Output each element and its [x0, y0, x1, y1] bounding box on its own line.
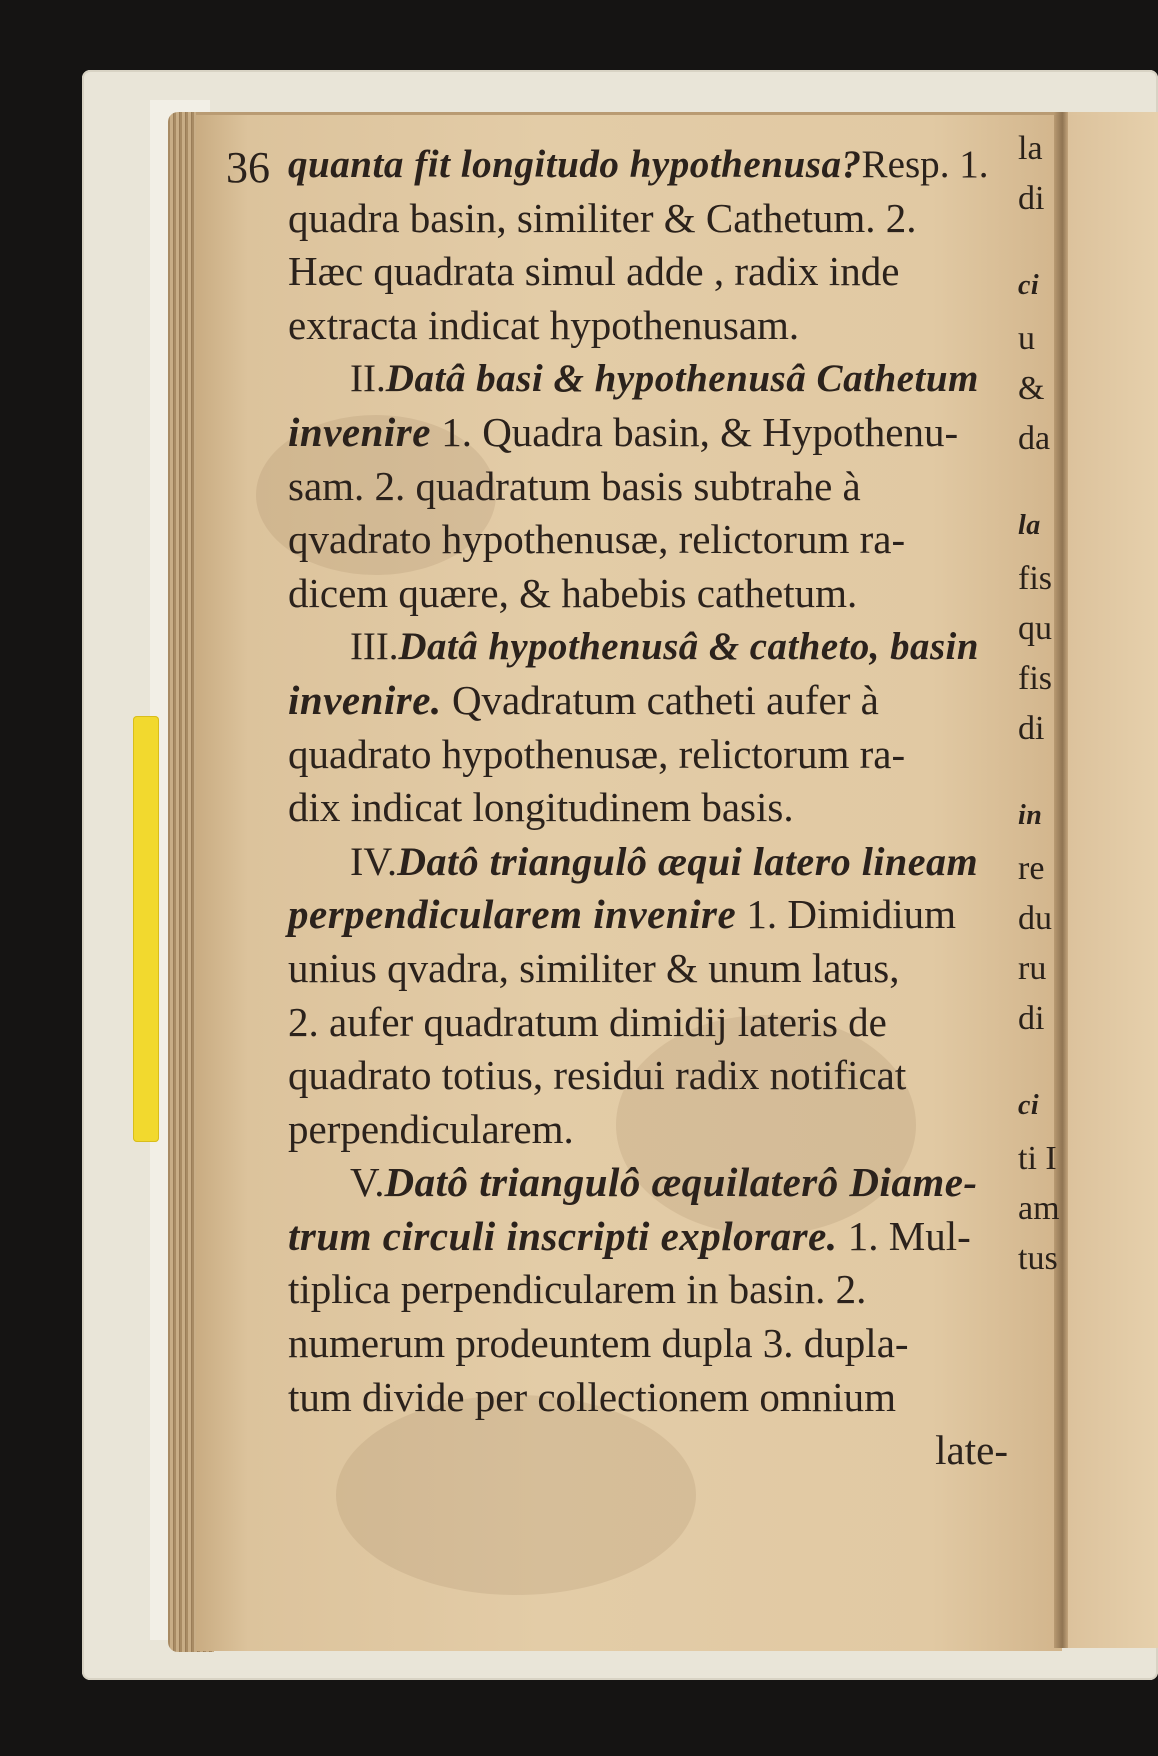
text-line [288, 835, 1008, 889]
text-run: Hæc quadrata simul adde , radix inde [288, 248, 900, 295]
text-line [288, 1049, 1008, 1103]
next-page-fragment: fis [1018, 560, 1052, 597]
text-line [288, 620, 1008, 674]
italic-heading-run: invenire. [288, 676, 442, 723]
text-line [288, 406, 1008, 460]
text-run: 1. Quadra basin, & Hypothenu- [430, 408, 959, 455]
next-page-fragment: la [1018, 510, 1041, 541]
next-page-fragment: & [1018, 370, 1045, 407]
next-page-fragment: ci [1018, 1090, 1040, 1121]
text-line [288, 1317, 1008, 1371]
text-run: unius qvadra, similiter & unum latus, [288, 944, 900, 991]
page-number: 36 [226, 143, 270, 192]
text-run: IV. [350, 838, 398, 884]
book-page-right-fragment [1018, 112, 1158, 1648]
text-line [288, 513, 1008, 567]
text-run: III. [350, 625, 399, 669]
text-run: 1. Mul- [837, 1212, 971, 1259]
text-line [288, 460, 1008, 514]
next-page-fragment: qu [1018, 610, 1052, 647]
italic-heading-run: perpendicularem invenire [288, 891, 737, 938]
text-line [288, 245, 1008, 299]
next-page-fragment: in [1018, 800, 1043, 831]
next-page-fragment: da [1018, 420, 1051, 457]
italic-heading-run: Datâ basi & hypothenusâ Cathetum [385, 357, 979, 401]
next-page-fragment: ci [1018, 270, 1040, 301]
next-page-fragment: di [1018, 710, 1045, 747]
text-run: sam. 2. quadratum basis subtrahe à [288, 462, 861, 509]
italic-heading-run: Datâ hypothenusâ & catheto, basin [398, 625, 979, 669]
text-run: qvadrato hypothenusæ, relictorum ra- [288, 516, 906, 563]
next-page-fragment: la [1018, 130, 1043, 167]
next-page-fragment: u [1018, 320, 1035, 357]
next-page-fragment: fis [1018, 660, 1052, 697]
next-page-fragment: ti I [1018, 1140, 1057, 1177]
text-line [288, 674, 1008, 728]
next-page-fragment: di [1018, 180, 1045, 217]
text-line [288, 1156, 1008, 1210]
text-line [288, 1371, 1008, 1425]
text-run: numerum prodeuntem dupla 3. dupla- [288, 1320, 909, 1367]
text-run: perpendicularem. [288, 1105, 574, 1152]
text-line [288, 1210, 1008, 1264]
text-line [288, 567, 1008, 621]
italic-heading-run: invenire [288, 408, 431, 455]
next-page-fragment: di [1018, 1000, 1045, 1037]
text-line [288, 352, 1008, 406]
text-line [288, 942, 1008, 996]
text-run: Resp. 1. [861, 143, 989, 186]
text-run: Qvadratum catheti aufer à [441, 676, 879, 723]
text-line [288, 996, 1008, 1050]
text-run: dicem quære, & habebis cathetum. [288, 569, 858, 616]
text-run: tiplica perpendicularem in basin. 2. [288, 1266, 867, 1313]
next-page-fragment: ru [1018, 950, 1047, 987]
text-line [288, 299, 1008, 353]
page-text [288, 138, 1008, 1478]
text-run: V. [350, 1159, 385, 1206]
italic-heading-run: quanta fit longitudo hypothenusa? [288, 143, 862, 186]
text-line [288, 1424, 1008, 1478]
yellow-bookmark-tab [133, 716, 159, 1142]
text-run: 2. aufer quadratum dimidij lateris de [288, 998, 887, 1045]
next-page-fragment: re [1018, 850, 1045, 887]
italic-heading-run: trum circuli inscripti explorare. [288, 1212, 838, 1259]
next-page-fragment: tus [1018, 1240, 1058, 1277]
text-line [288, 1263, 1008, 1317]
text-run: quadra basin, similiter & Cathetum. 2. [288, 194, 917, 241]
text-line [288, 192, 1008, 246]
text-run: II. [350, 357, 386, 401]
text-run: tum divide per collectionem omnium [288, 1373, 897, 1420]
text-line [288, 1103, 1008, 1157]
text-line [288, 138, 1008, 192]
text-run: extracta indicat hypothenusam. [288, 301, 800, 348]
text-line [288, 781, 1008, 835]
text-line [288, 728, 1008, 782]
text-run: late- [935, 1427, 1008, 1474]
next-page-fragment: am [1018, 1190, 1060, 1227]
text-run: quadrato hypothenusæ, relictorum ra- [288, 730, 906, 777]
book-gutter [1054, 112, 1068, 1648]
italic-heading-run: Datô triangulô æquilaterô Diame- [384, 1159, 978, 1206]
text-run: quadrato totius, residui radix notificat [288, 1052, 907, 1099]
italic-heading-run: Datô triangulô æqui latero lineam [397, 838, 979, 884]
next-page-fragment: du [1018, 900, 1052, 937]
text-run: 1. Dimidium [736, 891, 956, 938]
text-line [288, 888, 1008, 942]
text-run: dix indicat longitudinem basis. [288, 784, 794, 831]
